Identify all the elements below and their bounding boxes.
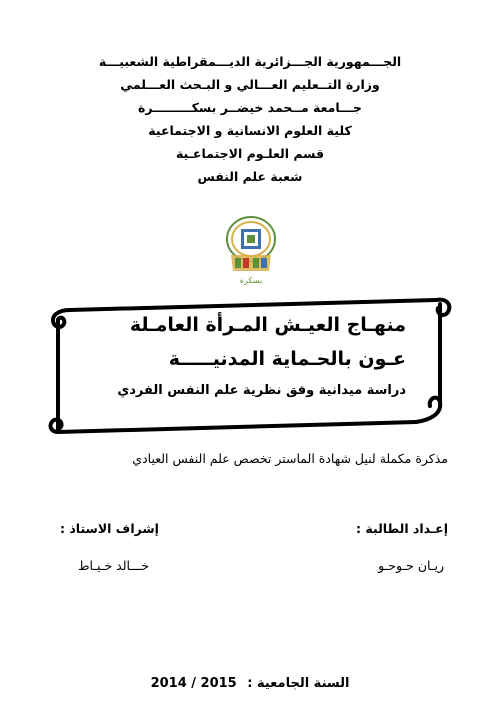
- thesis-subtitle: دراسة ميدانية وفق نظرية علم النفس الفردي: [117, 383, 406, 398]
- header-line-university: جـــامعة مــحمد خيضــر بسكـــــــــرة: [138, 100, 362, 115]
- thesis-title: منهـاج العيـش المـرأة العامـلة عـون بالحـماية المدنيـــــة: [129, 314, 406, 370]
- header-line-ministry: وزارة التــعليم العـــالي و البـحث العـــلمي: [120, 77, 380, 92]
- supervisor-label: إشراف الاستاذ :: [60, 521, 159, 536]
- supervisor-name: خـــالد خـيـاط: [78, 558, 150, 573]
- header-line-faculty: كلية العلوم الانسانية و الاجتماعية: [148, 123, 352, 138]
- academic-year-label: السنة الجامعية :: [247, 676, 350, 691]
- title-scroll-banner: [44, 290, 454, 440]
- academic-year: [0, 676, 500, 691]
- header-line-department: قسم العلـوم الاجتماعـية: [175, 146, 325, 161]
- university-logo-icon: [217, 215, 285, 287]
- logo-caption: بسكرة: [239, 276, 263, 285]
- institution-header: [0, 50, 500, 188]
- header-line-republic: الجـــمهورية الجـــزائرية الديـــمقراطية الشعبيـــة: [98, 54, 402, 69]
- academic-year-value: 2014 / 2015: [150, 676, 237, 691]
- student-name: ريـان حـوحـو: [378, 558, 444, 573]
- memo-description: مذكرة مكملة لنيل شهادة الماستر تخصص علم النفس العيادي: [132, 451, 448, 466]
- student-label: إعـداد الطالبة :: [356, 521, 448, 536]
- header-line-branch: شعبة علم النفس: [197, 169, 303, 184]
